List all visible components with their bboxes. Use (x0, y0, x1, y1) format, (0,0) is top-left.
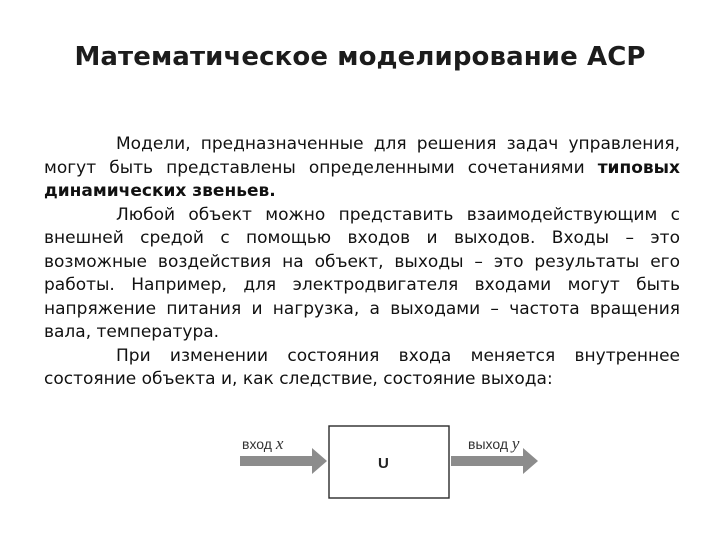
output-variable: y (511, 434, 520, 453)
paragraph-1-text: Модели, предназначенные для решения задач управления, могут быть представлены определенными сочетаниями (44, 134, 680, 178)
object-block (329, 426, 449, 498)
io-diagram (230, 412, 550, 512)
slide-body (44, 133, 680, 392)
input-label-text: вход (242, 436, 272, 452)
input-variable: x (275, 434, 284, 453)
io-diagram-graphic (230, 412, 550, 508)
block-label-text: U (378, 455, 389, 472)
paragraph-2: Любой объект можно представить взаимодействующим с внешней средой с помощью входов и выходов. Входы – это возможные воздействия на объект, выходы – это результаты его работы. Например, для электродвигателя входами могут быть напряжение питания и нагрузка, а выходами – частота вращения вала, температура. (44, 204, 680, 342)
paragraph-1 (44, 133, 680, 204)
paragraph-1-bold: типовых динамических звеньев. (44, 157, 680, 201)
block-label (378, 455, 389, 472)
slide-title: Математическое моделирование АСР (74, 42, 646, 72)
output-label (468, 434, 519, 454)
paragraph-3: При изменении состояния входа меняется внутреннее состояние объекта и, как следствие, состояние выхода: (44, 345, 680, 389)
input-label (242, 434, 283, 454)
output-label-text: выход (468, 436, 508, 452)
